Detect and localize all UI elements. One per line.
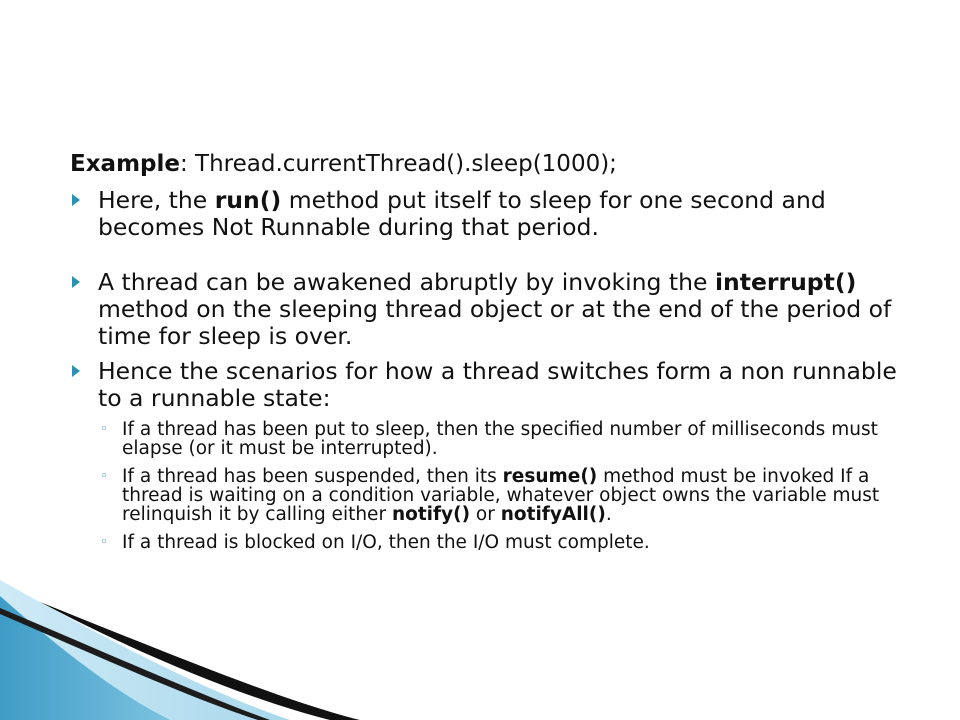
triangle-right-icon [72, 365, 80, 377]
subbullet-bold-code: notify() [391, 504, 471, 525]
example-code: : Thread.currentThread().sleep(1000); [179, 151, 617, 177]
bullet-text: Here, the [98, 186, 215, 214]
subbullet-bold-code: resume() [502, 466, 598, 487]
subbullet-bold-code: notifyAll() [500, 504, 606, 525]
bullet-interrupt [70, 269, 910, 350]
bullet-bold-code: run() [214, 186, 282, 214]
triangle-right-icon [72, 276, 80, 288]
triangle-right-icon [72, 194, 80, 206]
bullet-run-method [70, 187, 910, 241]
decorative-swoosh [0, 580, 960, 720]
subbullet-text: . [605, 504, 612, 525]
bullet-text: A thread can be awakened abruptly by invoking the [98, 268, 715, 296]
ring-bullet-icon: ◦ [100, 422, 108, 437]
subbullet-text: If a thread has been put to sleep, then the specified number of milliseconds must elapse (or it must be interrupted). [122, 419, 878, 459]
ring-bullet-icon: ◦ [100, 469, 108, 484]
subbullet-text: If a thread is blocked on I/O, then the I/O must complete. [122, 532, 650, 553]
bullet-text: Hence the scenarios for how a thread switches form a non runnable to a runnable state: [98, 357, 897, 412]
subbullet-sleep [70, 420, 910, 458]
subbullet-text: or [470, 504, 501, 525]
subbullet-io [70, 533, 910, 552]
bullet-scenarios [70, 358, 910, 412]
ring-bullet-icon: ◦ [100, 535, 108, 550]
bullet-text: method on the sleeping thread object or at the end of the period of time for sleep is over. [98, 295, 892, 350]
example-label: Example [70, 151, 180, 177]
subbullet-suspended [70, 467, 910, 524]
slide-content [70, 150, 910, 561]
bullet-text: method put itself to sleep for one second and becomes Not Runnable during that period. [98, 186, 826, 241]
bullet-bold-code: interrupt() [714, 268, 857, 296]
subbullet-text: If a thread has been suspended, then its [122, 466, 503, 487]
subbullet-text: method must be invoked If a thread is waiting on a condition variable, whatever object owns the variable must relinquish it by calling either [122, 466, 880, 525]
example-line [70, 150, 910, 178]
